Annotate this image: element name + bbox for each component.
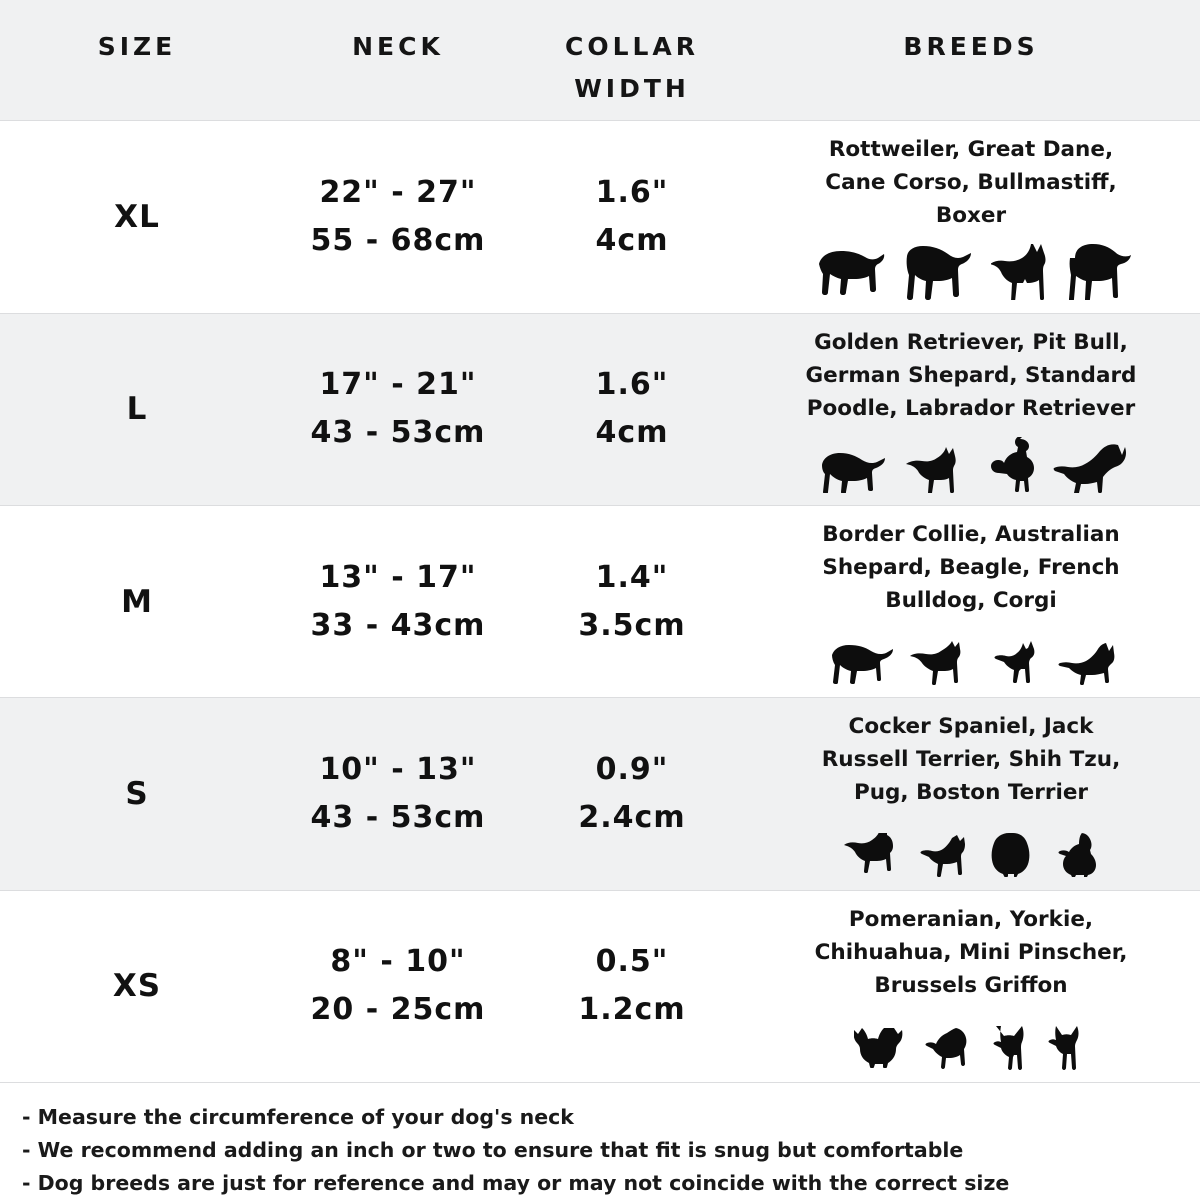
column-header-breeds: BREEDS — [903, 32, 1039, 61]
row-size-xs: XS — [112, 968, 162, 1005]
row-breeds-xl — [742, 133, 1200, 300]
great-dane-silhouette-icon — [903, 242, 977, 300]
mini-pinscher-silhouette-icon — [1044, 1024, 1088, 1070]
note-item: - We recommend adding an inch or two to ensure that fit is snug but comfortable — [22, 1138, 964, 1162]
note-item: - Dog breeds are just for reference and may or may not coincide with the correct size — [22, 1171, 1010, 1195]
rottweiler-silhouette-icon — [811, 244, 889, 300]
breed-line: Russell Terrier, Shih Tzu, — [821, 747, 1121, 773]
neck-cm: 43 - 53cm — [310, 415, 486, 451]
row-breeds-s — [742, 710, 1200, 877]
breed-silhouettes — [816, 431, 1126, 493]
breed-line: Border Collie, Australian — [822, 522, 1120, 548]
neck-cm: 43 - 53cm — [310, 799, 486, 835]
width-inches: 0.9" — [595, 751, 669, 787]
width-cm: 1.2cm — [578, 992, 686, 1028]
neck-inches: 17" - 21" — [319, 367, 477, 403]
column-header-size: SIZE — [97, 32, 177, 61]
neck-inches: 8" - 10" — [330, 944, 466, 980]
breed-silhouettes — [811, 238, 1131, 300]
column-header-collar-width-line2: WIDTH — [574, 74, 690, 103]
row-collar-width-s — [522, 746, 742, 842]
width-inches: 0.5" — [595, 944, 669, 980]
breed-line: German Shepard, Standard — [805, 362, 1137, 388]
width-inches: 1.6" — [595, 174, 669, 210]
row-neck-xl — [274, 169, 522, 265]
breed-line: Shepard, Beagle, French — [822, 555, 1120, 581]
neck-cm: 20 - 25cm — [310, 992, 486, 1028]
breed-silhouettes — [854, 1008, 1088, 1070]
german-shepard-silhouette-icon — [1052, 443, 1126, 493]
breed-line: Cocker Spaniel, Jack — [848, 714, 1094, 740]
breed-silhouettes — [843, 815, 1099, 877]
chihuahua-silhouette-icon — [986, 1024, 1030, 1070]
table-row — [0, 313, 1200, 505]
row-breeds-xs — [742, 903, 1200, 1070]
row-collar-width-l — [522, 361, 742, 457]
neck-inches: 13" - 17" — [319, 559, 477, 595]
breed-line: Chihuahua, Mini Pinscher, — [814, 939, 1128, 965]
row-collar-width-xs — [522, 938, 742, 1034]
breed-silhouettes — [824, 623, 1118, 685]
row-neck-xs — [274, 938, 522, 1034]
shih-tzu-silhouette-icon — [989, 831, 1037, 877]
neck-inches: 10" - 13" — [319, 751, 477, 787]
column-header-neck: NECK — [352, 32, 444, 61]
golden-retriever-silhouette-icon — [816, 445, 888, 493]
pug-silhouette-icon — [1051, 831, 1099, 877]
yorkie-silhouette-icon — [924, 1026, 972, 1070]
french-bulldog-silhouette-icon — [986, 639, 1042, 685]
width-cm: 4cm — [595, 415, 669, 451]
breed-line: Cane Corso, Bullmastiff, Boxer — [825, 170, 1117, 229]
column-header-collar-width-line1: COLLAR — [564, 32, 700, 61]
row-size-l: L — [126, 391, 148, 428]
jack-russell-terrier-silhouette-icon — [919, 833, 975, 877]
beagle-silhouette-icon — [908, 639, 972, 685]
row-neck-l — [274, 361, 522, 457]
row-breeds-m — [742, 518, 1200, 685]
table-row — [0, 697, 1200, 889]
table-row — [0, 120, 1200, 312]
table-header-row — [0, 0, 1200, 120]
cane-corso-silhouette-icon — [991, 242, 1053, 300]
width-inches: 1.6" — [595, 367, 669, 403]
breed-line: Brussels Griffon — [874, 972, 1068, 998]
breed-line: Bulldog, Corgi — [885, 588, 1057, 614]
neck-inches: 22" - 27" — [319, 174, 477, 210]
corgi-silhouette-icon — [1056, 641, 1118, 685]
row-collar-width-xl — [522, 169, 742, 265]
breed-line: Poodle, Labrador Retriever — [806, 395, 1136, 421]
row-collar-width-m — [522, 554, 742, 650]
breed-line: Pomeranian, Yorkie, — [848, 906, 1094, 932]
row-size-xl: XL — [114, 198, 160, 235]
neck-cm: 33 - 43cm — [310, 607, 486, 643]
breed-line: Pug, Boston Terrier — [853, 780, 1089, 806]
row-size-m: M — [121, 583, 153, 620]
row-breeds-l — [742, 326, 1200, 493]
pomeranian-silhouette-icon — [854, 1026, 910, 1070]
table-row — [0, 890, 1200, 1082]
neck-cm: 55 - 68cm — [310, 222, 486, 258]
bullmastiff-silhouette-icon — [1067, 242, 1131, 300]
pit-bull-silhouette-icon — [902, 445, 968, 493]
note-item: - Measure the circumference of your dog's neck — [22, 1105, 574, 1129]
cocker-spaniel-silhouette-icon — [843, 833, 905, 877]
breed-line: Rottweiler, Great Dane, — [828, 137, 1114, 163]
border-collie-silhouette-icon — [824, 639, 894, 685]
width-cm: 4cm — [595, 222, 669, 258]
width-inches: 1.4" — [595, 559, 669, 595]
width-cm: 2.4cm — [578, 799, 686, 835]
width-cm: 3.5cm — [578, 607, 686, 643]
poodle-silhouette-icon — [982, 437, 1038, 493]
column-header-collar-width — [522, 26, 742, 110]
row-size-s: S — [125, 775, 149, 812]
notes-section — [0, 1082, 1200, 1200]
table-row — [0, 505, 1200, 697]
breed-line: Golden Retriever, Pit Bull, — [814, 329, 1128, 355]
row-neck-s — [274, 746, 522, 842]
row-neck-m — [274, 554, 522, 650]
